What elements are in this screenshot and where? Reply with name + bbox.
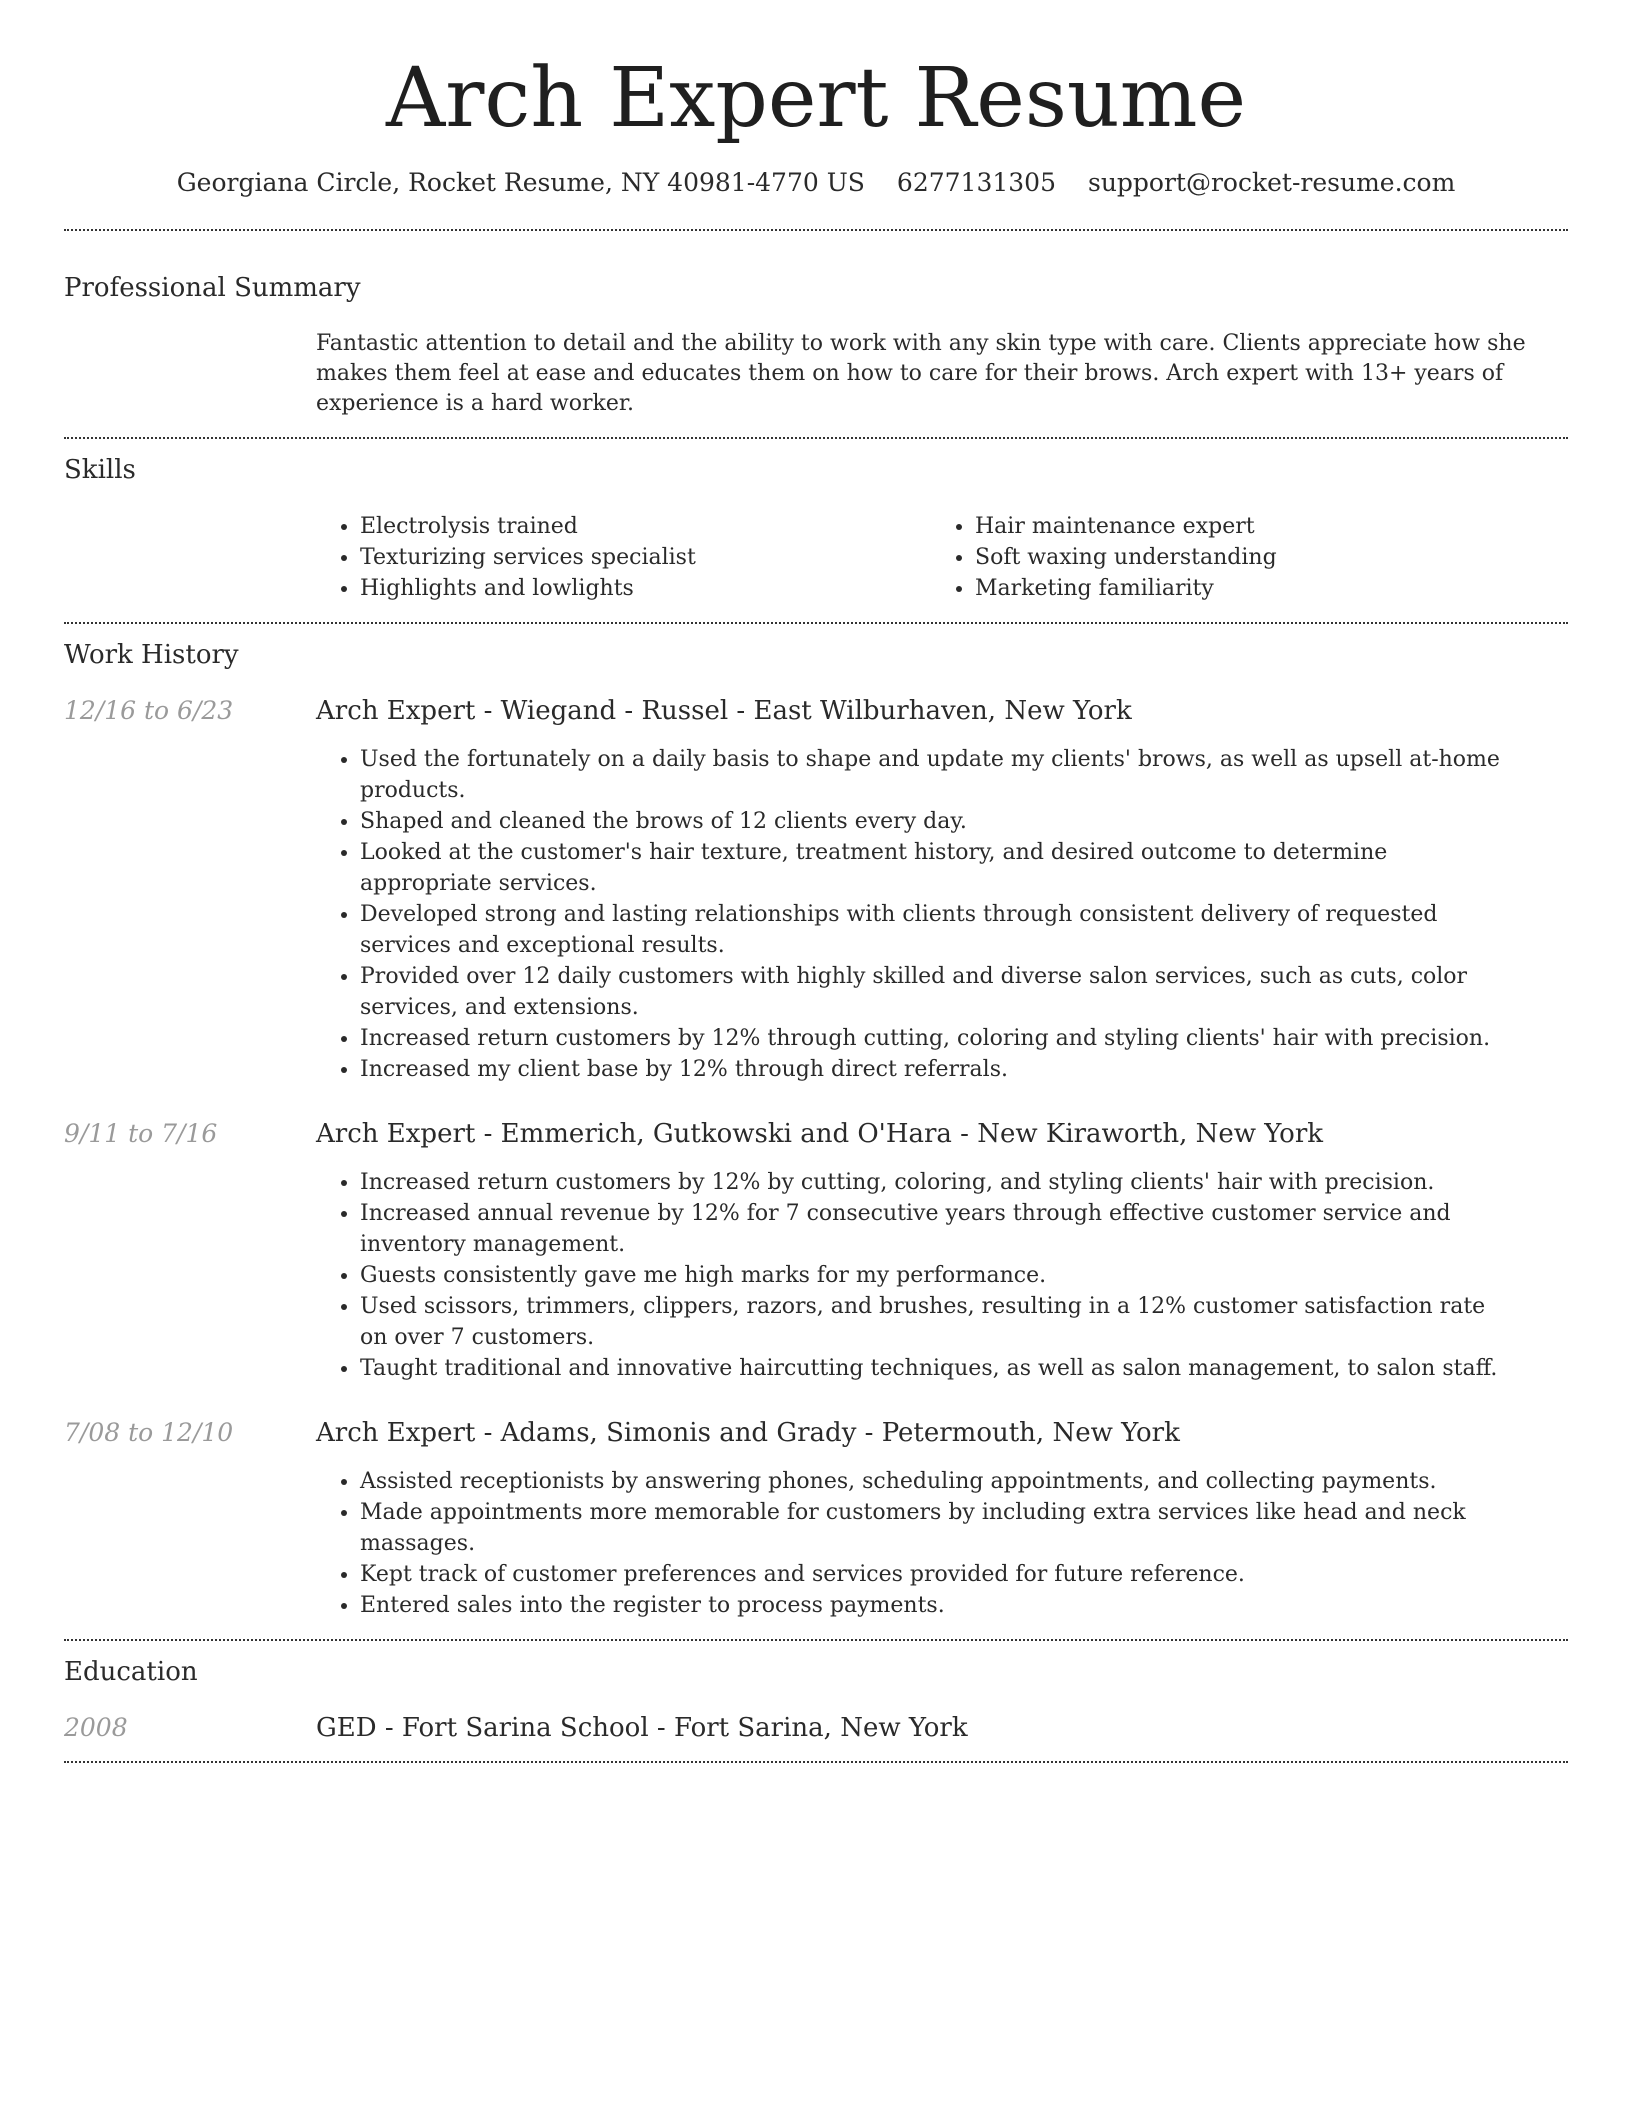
work-history-heading: Work History <box>64 640 239 671</box>
skill-item: • Marketing familiarity <box>975 573 1546 604</box>
job-bullet: • Used scissors, trimmers, clippers, razors, and brushes, resulting in a 12% customer satisfaction rate on over 7 customers. <box>360 1291 1518 1353</box>
skill-item: • Electrolysis trained <box>360 511 931 542</box>
job-bullet: • Increased return customers by 12% by cutting, coloring, and styling clients' hair with precision. <box>360 1167 1518 1198</box>
divider <box>64 622 1568 624</box>
job-bullet: • Kept track of customer preferences and services provided for future reference. <box>360 1559 1518 1590</box>
job-bullet: • Made appointments more memorable for customers by including extra services like head and neck massages. <box>360 1497 1518 1559</box>
education-entry <box>64 1713 1568 1743</box>
skills-column-left <box>316 511 931 604</box>
job-bullet: • Used the fortunately on a daily basis to shape and update my clients' brows, as well as upsell at-home products. <box>360 744 1518 806</box>
job-title: Arch Expert - Adams, Simonis and Grady - Petermouth, New York <box>316 1418 1180 1449</box>
contact-phone: 6277131305 <box>896 168 1056 198</box>
summary-text: Fantastic attention to detail and the ability to work with any skin type with care. Clients appreciate how she makes them feel at ease and educates them on how to care for their brows. Arch expert with 13+ years of experience is a hard worker. <box>316 331 1526 417</box>
divider <box>64 229 1568 231</box>
job-bullet: • Increased my client base by 12% through direct referrals. <box>360 1054 1518 1085</box>
work-history-section <box>64 640 1568 1641</box>
job-details <box>316 1418 1568 1621</box>
divider <box>64 1761 1568 1763</box>
skills-heading: Skills <box>64 455 136 486</box>
job-entry <box>64 1418 1568 1621</box>
job-bullet: • Entered sales into the register to process payments. <box>360 1590 1518 1621</box>
job-dates: 12/16 to 6/23 <box>64 696 234 726</box>
contact-email: support@rocket-resume.com <box>1087 168 1456 198</box>
education-degree: GED - Fort Sarina School - Fort Sarina, New York <box>316 1713 968 1744</box>
job-bullet: • Looked at the customer's hair texture, treatment history, and desired outcome to determine appropriate services. <box>360 837 1518 899</box>
job-details <box>316 1119 1568 1384</box>
job-dates: 7/08 to 12/10 <box>64 1418 234 1448</box>
job-bullet: • Guests consistently gave me high marks for my performance. <box>360 1260 1518 1291</box>
job-details <box>316 696 1568 1085</box>
job-bullet: • Increased return customers by 12% through cutting, coloring and styling clients' hair with precision. <box>360 1023 1518 1054</box>
skill-item: • Texturizing services specialist <box>360 542 931 573</box>
summary-heading: Professional Summary <box>64 273 361 304</box>
education-section <box>64 1657 1568 1763</box>
skills-list <box>316 511 1568 604</box>
resume-header <box>64 0 1568 197</box>
divider <box>64 1639 1568 1641</box>
education-heading: Education <box>64 1657 198 1688</box>
skill-item: • Soft waxing understanding <box>975 542 1546 573</box>
job-title: Arch Expert - Emmerich, Gutkowski and O'Hara - New Kiraworth, New York <box>316 1119 1324 1150</box>
skill-item: • Highlights and lowlights <box>360 573 931 604</box>
job-bullet: • Assisted receptionists by answering phones, scheduling appointments, and collecting payments. <box>360 1466 1518 1497</box>
job-bullets <box>316 1466 1568 1621</box>
summary-section <box>64 273 1568 439</box>
job-bullet: • Shaped and cleaned the brows of 12 clients every day. <box>360 806 1518 837</box>
job-bullet: • Increased annual revenue by 12% for 7 consecutive years through effective customer service and inventory management. <box>360 1198 1518 1260</box>
job-bullets <box>316 1167 1568 1384</box>
job-bullet: • Taught traditional and innovative haircutting techniques, as well as salon management, to salon staff. <box>360 1353 1518 1384</box>
job-bullet: • Provided over 12 daily customers with highly skilled and diverse salon services, such as cuts, color services, and extensions. <box>360 961 1518 1023</box>
job-entry <box>64 1119 1568 1384</box>
education-year: 2008 <box>64 1713 128 1743</box>
job-entry <box>64 696 1568 1085</box>
skills-section <box>64 455 1568 624</box>
job-dates: 9/11 to 7/16 <box>64 1119 218 1149</box>
job-bullet: • Developed strong and lasting relationships with clients through consistent delivery of requested services and exceptional results. <box>360 899 1518 961</box>
divider <box>64 437 1568 439</box>
contact-address: Georgiana Circle, Rocket Resume, NY 40981-4770 US <box>176 168 865 198</box>
skill-item: • Hair maintenance expert <box>975 511 1546 542</box>
skills-column-right <box>931 511 1546 604</box>
job-title: Arch Expert - Wiegand - Russel - East Wilburhaven, New York <box>316 696 1132 727</box>
contact-line <box>64 168 1568 197</box>
job-bullets <box>316 744 1568 1085</box>
resume-title: Arch Expert Resume <box>386 51 1246 146</box>
